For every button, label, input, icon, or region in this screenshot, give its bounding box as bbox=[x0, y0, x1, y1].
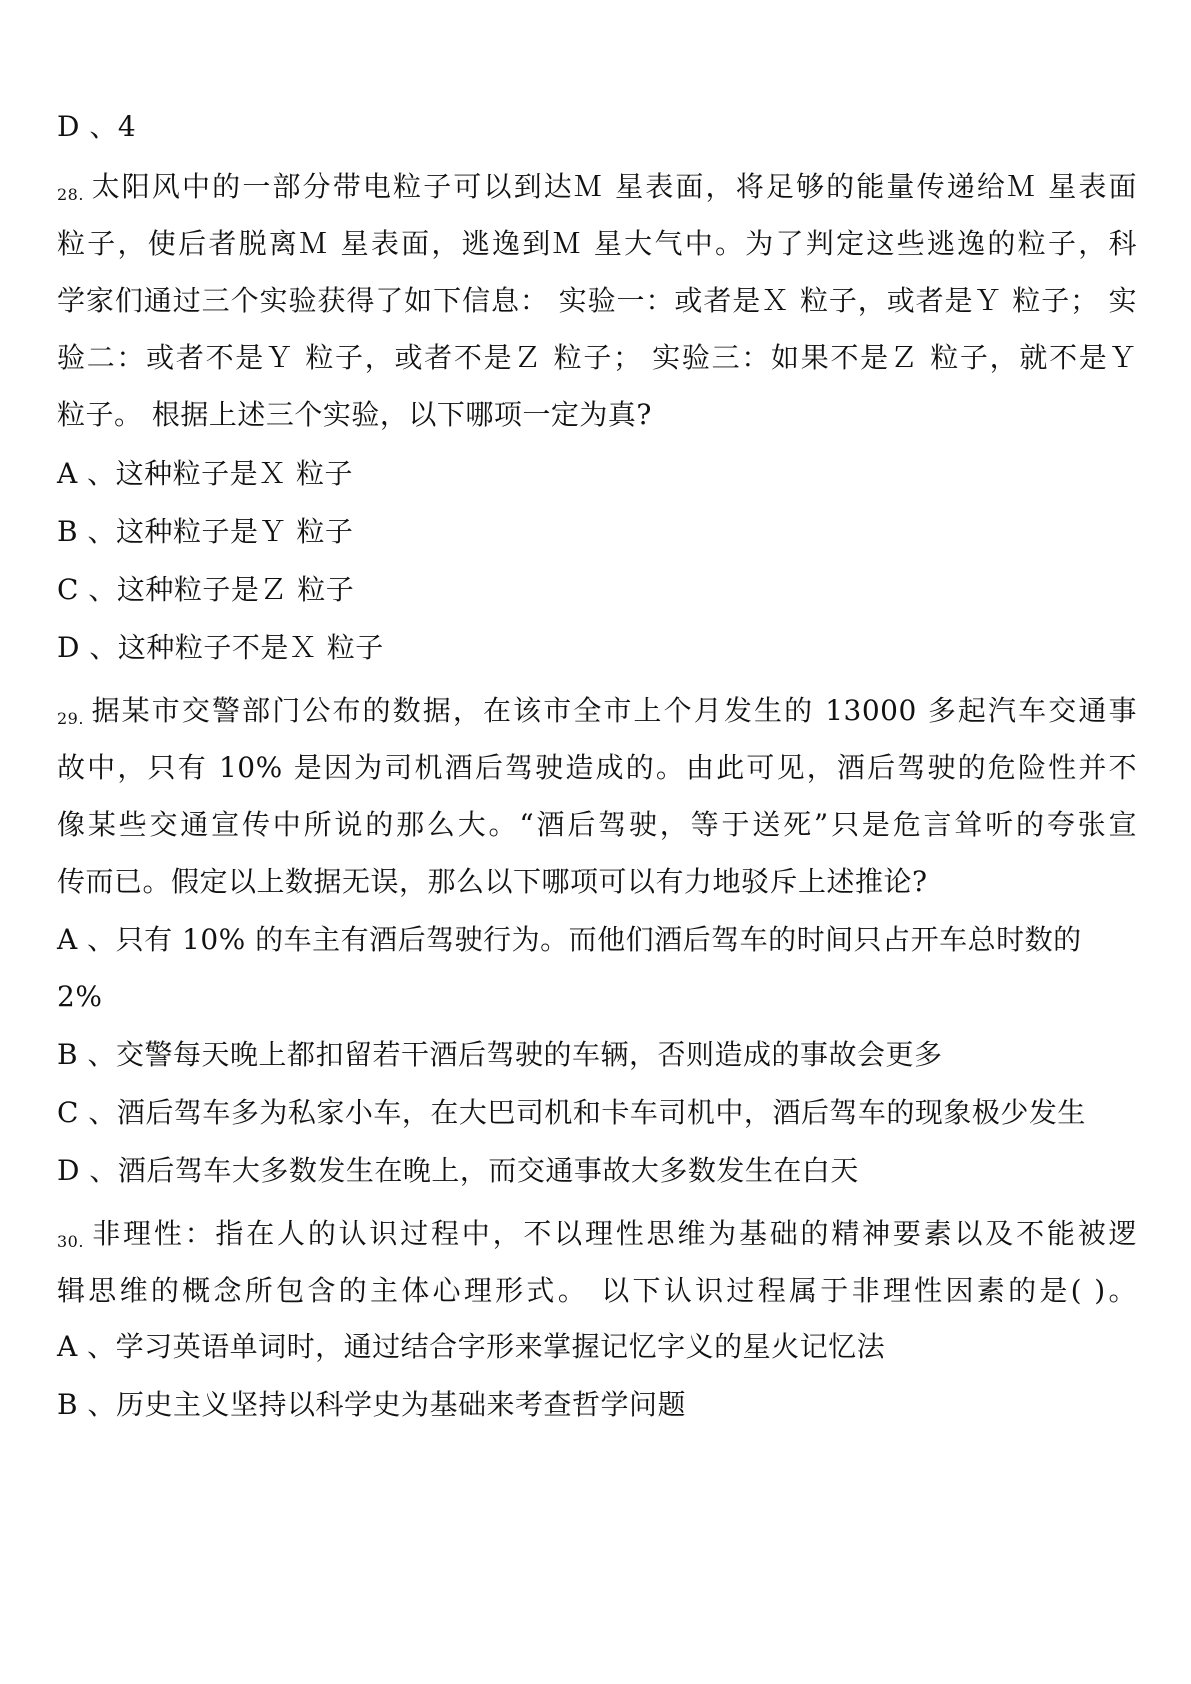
q29-line-1: 29. 据某市交警部门公布的数据，在该市全市上个月发生的 13000 多起汽车交通事 bbox=[57, 694, 1137, 728]
q28-line-4: 验二：或者不是Ｙ 粒子，或者不是Ｚ 粒子； 实验三：如果不是Ｚ 粒子，就不是Ｙ bbox=[57, 341, 1137, 374]
previous-option-d: D 、4 bbox=[57, 110, 137, 143]
q28-line-3: 学家们通过三个实验获得了如下信息： 实验一：或者是Ｘ 粒子，或者是Ｙ 粒子； 实 bbox=[57, 284, 1137, 317]
q29-option-a-continued: 2% bbox=[57, 980, 103, 1013]
q28-option-c: C 、这种粒子是Ｚ 粒子 bbox=[57, 573, 355, 606]
q29-option-d: D 、酒后驾车大多数发生在晚上，而交通事故大多数发生在白天 bbox=[57, 1154, 859, 1187]
q28-option-b: B 、这种粒子是Ｙ 粒子 bbox=[57, 515, 354, 548]
q28-line-5: 粒子。 根据上述三个实验，以下哪项一定为真? bbox=[57, 398, 652, 431]
q30-line-1: 30. 非理性：指在人的认识过程中，不以理性思维为基础的精神要素以及不能被逻 bbox=[57, 1217, 1137, 1251]
question-number-30: 30. bbox=[57, 1232, 84, 1251]
q30-line-2: 辑思维的概念所包含的主体心理形式。 以下认识过程属于非理性因素的是( )。 bbox=[57, 1274, 1137, 1307]
q28-option-d: D 、这种粒子不是Ｘ 粒子 bbox=[57, 631, 384, 664]
q28-line-2: 粒子，使后者脱离Ｍ 星表面，逃逸到Ｍ 星大气中。为了判定这些逃逸的粒子，科 bbox=[57, 227, 1137, 260]
q29-line-2: 故中，只有 10% 是因为司机酒后驾驶造成的。由此可见，酒后驾驶的危险性并不 bbox=[57, 751, 1137, 784]
question-number-29: 29. bbox=[57, 709, 84, 728]
question-number-28: 28. bbox=[57, 185, 84, 204]
q29-option-a: A 、只有 10% 的车主有酒后驾驶行为。而他们酒后驾车的时间只占开车总时数的 bbox=[57, 923, 1082, 956]
q29-option-b: B 、交警每天晚上都扣留若干酒后驾驶的车辆，否则造成的事故会更多 bbox=[57, 1038, 943, 1071]
q29-line-4: 传而已。假定以上数据无误，那么以下哪项可以有力地驳斥上述推论? bbox=[57, 865, 928, 898]
q29-line-3: 像某些交通宣传中所说的那么大。“酒后驾驶，等于送死”只是危言耸听的夸张宣 bbox=[57, 808, 1137, 841]
q29-option-c: C 、酒后驾车多为私家小车，在大巴司机和卡车司机中，酒后驾车的现象极少发生 bbox=[57, 1096, 1086, 1129]
q28-option-a: A 、这种粒子是Ｘ 粒子 bbox=[57, 457, 354, 490]
q30-option-a: A 、学习英语单词时，通过结合字形来掌握记忆字义的星火记忆法 bbox=[57, 1330, 886, 1363]
q30-option-b: B 、历史主义坚持以科学史为基础来考查哲学问题 bbox=[57, 1388, 686, 1421]
q28-line-1: 28. 太阳风中的一部分带电粒子可以到达Ｍ 星表面，将足够的能量传递给Ｍ 星表面 bbox=[57, 170, 1137, 204]
